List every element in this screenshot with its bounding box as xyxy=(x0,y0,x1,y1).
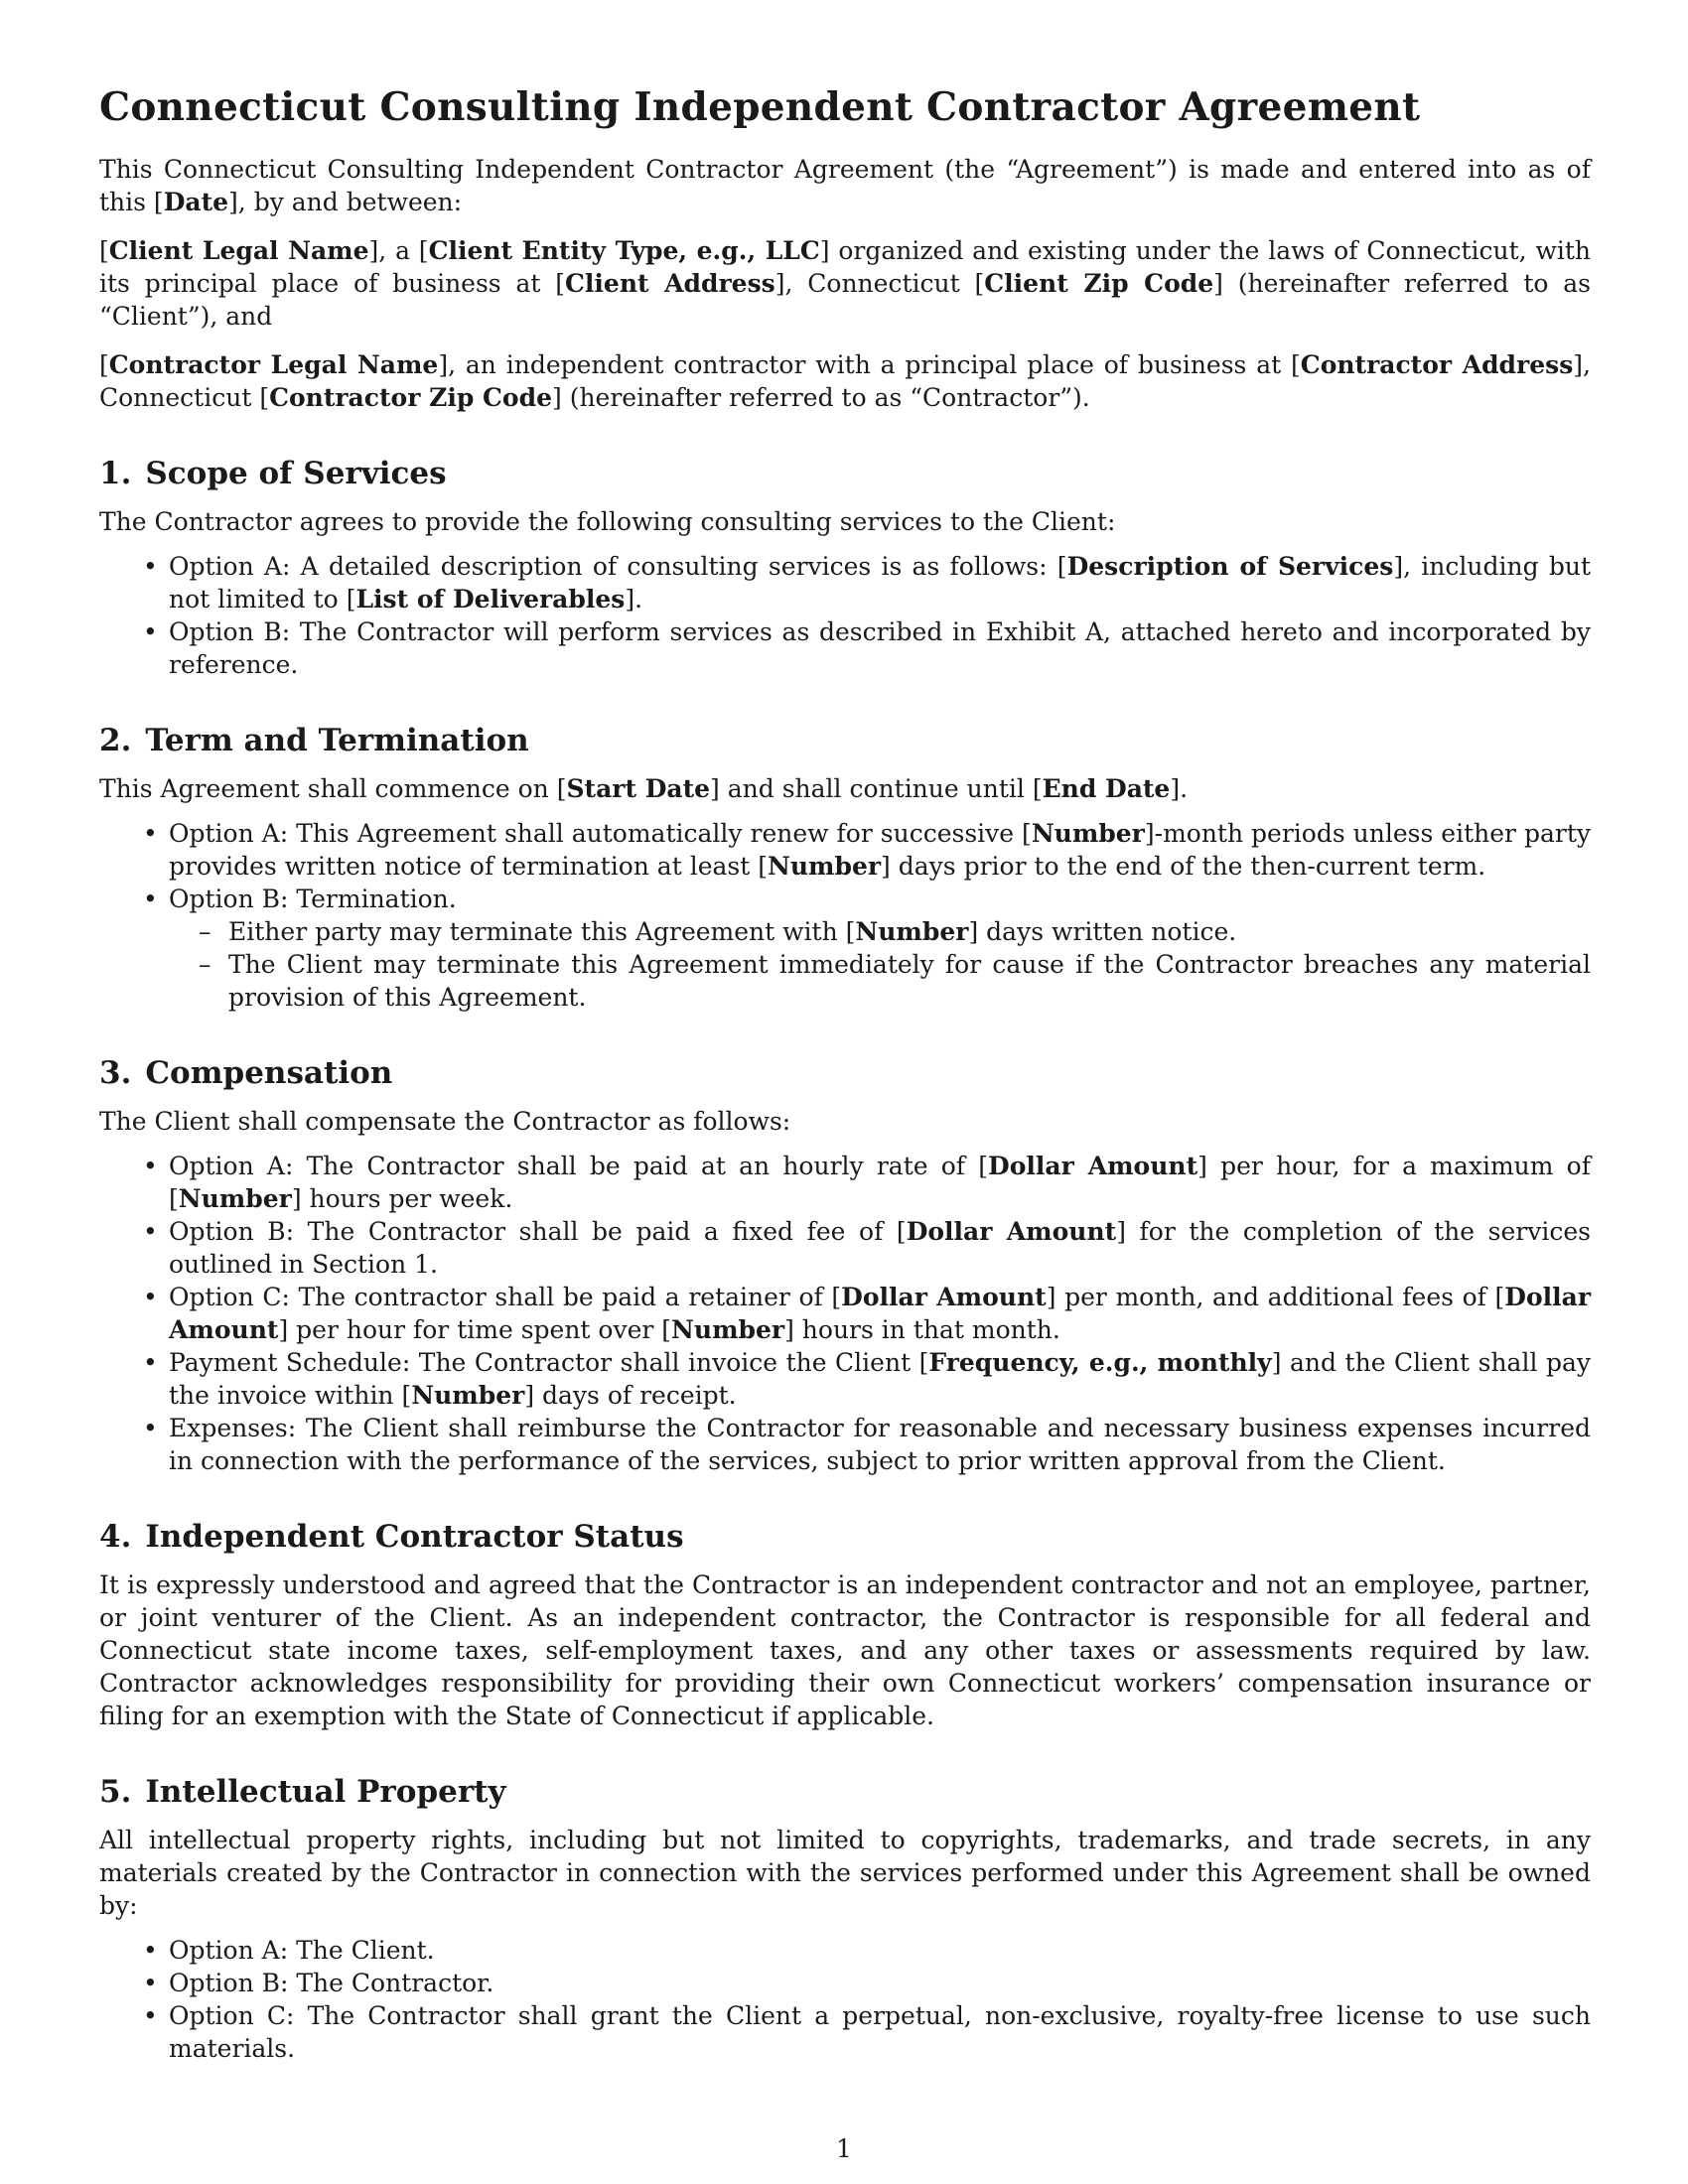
list-item: • Option B: Termination. – Either party may terminate this Agreement with [Number] days written notice. – The Client may terminate this Agreement immediately for cause if the Contractor breaches any material provision of this Agreement. xyxy=(169,883,1591,1014)
list-item: • Option C: The contractor shall be paid a retainer of [Dollar Amount] per month, and additional fees of [Dollar Amount] per hour for time spent over [Number] hours in that month. xyxy=(169,1281,1591,1346)
contractor-party-paragraph: [Contractor Legal Name], an independent contractor with a principal place of business at [Contractor Address], Connecticut [Contractor Zip Code] (hereinafter referred to as “Contractor”). xyxy=(99,350,1591,412)
section-lead-term: This Agreement shall commence on [Start Date] and shall continue until [End Date]. xyxy=(99,774,1189,803)
section-heading-ip: 5. Intellectual Property xyxy=(99,1774,506,1810)
client-party-paragraph: [Client Legal Name], a [Client Entity Type, e.g., LLC] organized and existing under the laws of Connecticut, with its principal place of business at [Client Address], Connecticut [Client Zip Code] (hereinafter referred to as “Client”), and xyxy=(99,236,1591,331)
date-placeholder: Date xyxy=(163,188,229,216)
term-options-list xyxy=(99,817,1591,1014)
section-heading-scope: 1. Scope of Services xyxy=(99,456,447,491)
contractor-address-placeholder: Contractor Address xyxy=(1300,350,1574,379)
section-heading-term: 2. Term and Termination xyxy=(99,723,529,758)
client-address-placeholder: Client Address xyxy=(565,269,775,298)
list-item: • Expenses: The Client shall reimburse the Contractor for reasonable and necessary business expenses incurred in connection with the performance of the services, subject to prior written approval from the Client. xyxy=(169,1412,1591,1477)
section-heading-compensation: 3. Compensation xyxy=(99,1055,393,1091)
client-zip-placeholder: Client Zip Code xyxy=(984,269,1214,298)
client-entity-placeholder: Client Entity Type, e.g., LLC xyxy=(428,236,820,265)
compensation-options-list xyxy=(99,1150,1591,1477)
list-item: • Option B: The Contractor. xyxy=(169,1967,1591,1999)
list-item: • Option B: The Contractor will perform services as described in Exhibit A, attached hereto and incorporated by reference. xyxy=(169,615,1591,681)
list-item: • Option B: The Contractor shall be paid a fixed fee of [Dollar Amount] for the completion of the services outlined in Section 1. xyxy=(169,1215,1591,1281)
termination-sublist xyxy=(169,915,1591,1014)
section-lead-ip: All intellectual property rights, including but not limited to copyrights, trademarks, and trade secrets, in any materials created by the Contractor in connection with the services performed under this Agreement shall be owned by: xyxy=(99,1826,1591,1920)
section-heading-status: 4. Independent Contractor Status xyxy=(99,1519,684,1555)
contractor-zip-placeholder: Contractor Zip Code xyxy=(269,383,552,412)
section-body-status: It is expressly understood and agreed that the Contractor is an independent contractor and not an employee, partner, or joint venturer of the Client. As an independent contractor, the Contractor is responsible for all federal and Connecticut state income taxes, self-employment taxes, and any other taxes or assessments required by law. Contractor acknowledges responsibility for providing their own Connecticut workers’ compensation insurance or filing for an exemption with the State of Connecticut if applicable. xyxy=(99,1570,1591,1730)
document-title: Connecticut Consulting Independent Contractor Agreement xyxy=(99,84,1421,130)
contractor-name-placeholder: Contractor Legal Name xyxy=(108,350,439,379)
page-number: 1 xyxy=(836,2134,852,2163)
list-item: • Option A: A detailed description of consulting services is as follows: [Description of Services], including but not limited to [List of Deliverables]. xyxy=(169,550,1591,615)
document-page xyxy=(99,83,1591,2065)
ip-options-list xyxy=(99,1934,1591,2065)
section-lead-scope: The Contractor agrees to provide the following consulting services to the Client: xyxy=(99,507,1116,536)
list-item: – Either party may terminate this Agreement with [Number] days written notice. xyxy=(228,915,1591,948)
list-item: • Option A: The Contractor shall be paid at an hourly rate of [Dollar Amount] per hour, for a maximum of [Number] hours per week. xyxy=(169,1150,1591,1215)
intro-paragraph: This Connecticut Consulting Independent Contractor Agreement (the “Agreement”) is made and entered into as of this [Date], by and between: xyxy=(99,155,1591,216)
client-name-placeholder: Client Legal Name xyxy=(108,236,369,265)
list-item: • Option A: The Client. xyxy=(169,1934,1591,1967)
list-item: • Option C: The Contractor shall grant the Client a perpetual, non-exclusive, royalty-free license to use such materials. xyxy=(169,1999,1591,2065)
list-item: • Option A: This Agreement shall automatically renew for successive [Number]-month periods unless either party provides written notice of termination at least [Number] days prior to the end of the then-current term. xyxy=(169,817,1591,883)
list-item: • Payment Schedule: The Contractor shall invoice the Client [Frequency, e.g., monthly] and the Client shall pay the invoice within [Number] days of receipt. xyxy=(169,1346,1591,1412)
list-item: – The Client may terminate this Agreement immediately for cause if the Contractor breaches any material provision of this Agreement. xyxy=(228,948,1591,1014)
section-lead-compensation: The Client shall compensate the Contractor as follows: xyxy=(99,1107,791,1136)
scope-options-list xyxy=(99,550,1591,681)
